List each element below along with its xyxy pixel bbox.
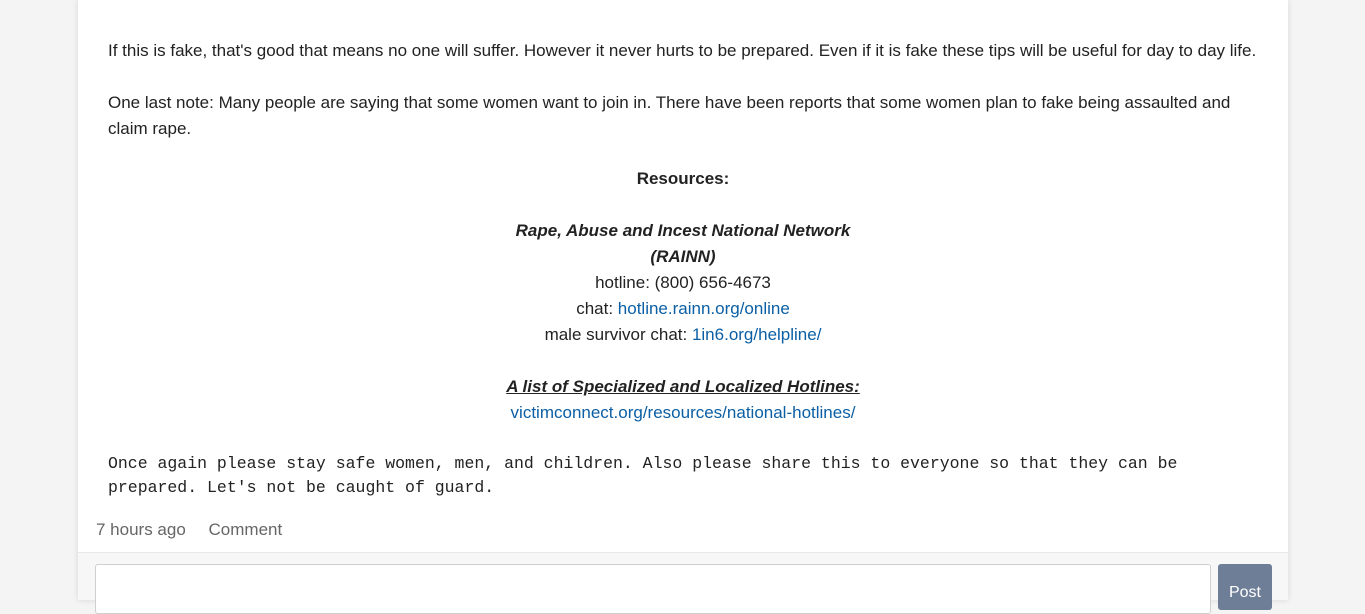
rainn-hotline: hotline: (800) 656-4673 <box>595 273 771 292</box>
resources-heading: Resources: <box>636 169 730 188</box>
rainn-chat-line <box>108 296 1258 322</box>
rainn-title-text: Rape, Abuse and Incest National Network (RAINN) <box>515 221 851 266</box>
comment-input[interactable] <box>95 564 1211 614</box>
rainn-chat-label: chat: <box>576 299 618 318</box>
male-survivor-chat-link[interactable]: 1in6.org/helpline/ <box>691 325 822 344</box>
hotlines-list-line <box>108 400 1258 426</box>
rainn-title <box>108 218 1258 270</box>
rainn-chat-link[interactable]: hotline.rainn.org/online <box>617 299 790 318</box>
post-paragraph-fake: If this is fake, that's good that means no one will suffer. However it never hurts to be prepared. Even if it is fake these tips will be useful for day to day life. <box>108 41 1257 60</box>
victimconnect-link[interactable]: victimconnect.org/resources/national-hotlines/ <box>510 403 856 422</box>
comment-link[interactable]: Comment <box>208 520 283 539</box>
male-survivor-chat-label: male survivor chat: <box>544 325 692 344</box>
post-closing-text: Once again please stay safe women, men, and children. Also please share this to everyone so that they can be prepared. Let's not be caught of guard. <box>108 454 1178 497</box>
post-timestamp: 7 hours ago <box>96 520 186 539</box>
post-meta <box>96 520 282 540</box>
post-button[interactable]: Post <box>1218 564 1272 610</box>
post-paragraph-last-note: One last note: Many people are saying that some women want to join in. There have been reports that some women plan to fake being assaulted and claim rape. <box>108 93 1231 138</box>
comment-area <box>78 553 1288 600</box>
male-survivor-chat-line <box>108 322 1258 348</box>
post-card <box>78 0 1288 600</box>
hotlines-list-title: A list of Specialized and Localized Hotlines: <box>506 377 860 396</box>
